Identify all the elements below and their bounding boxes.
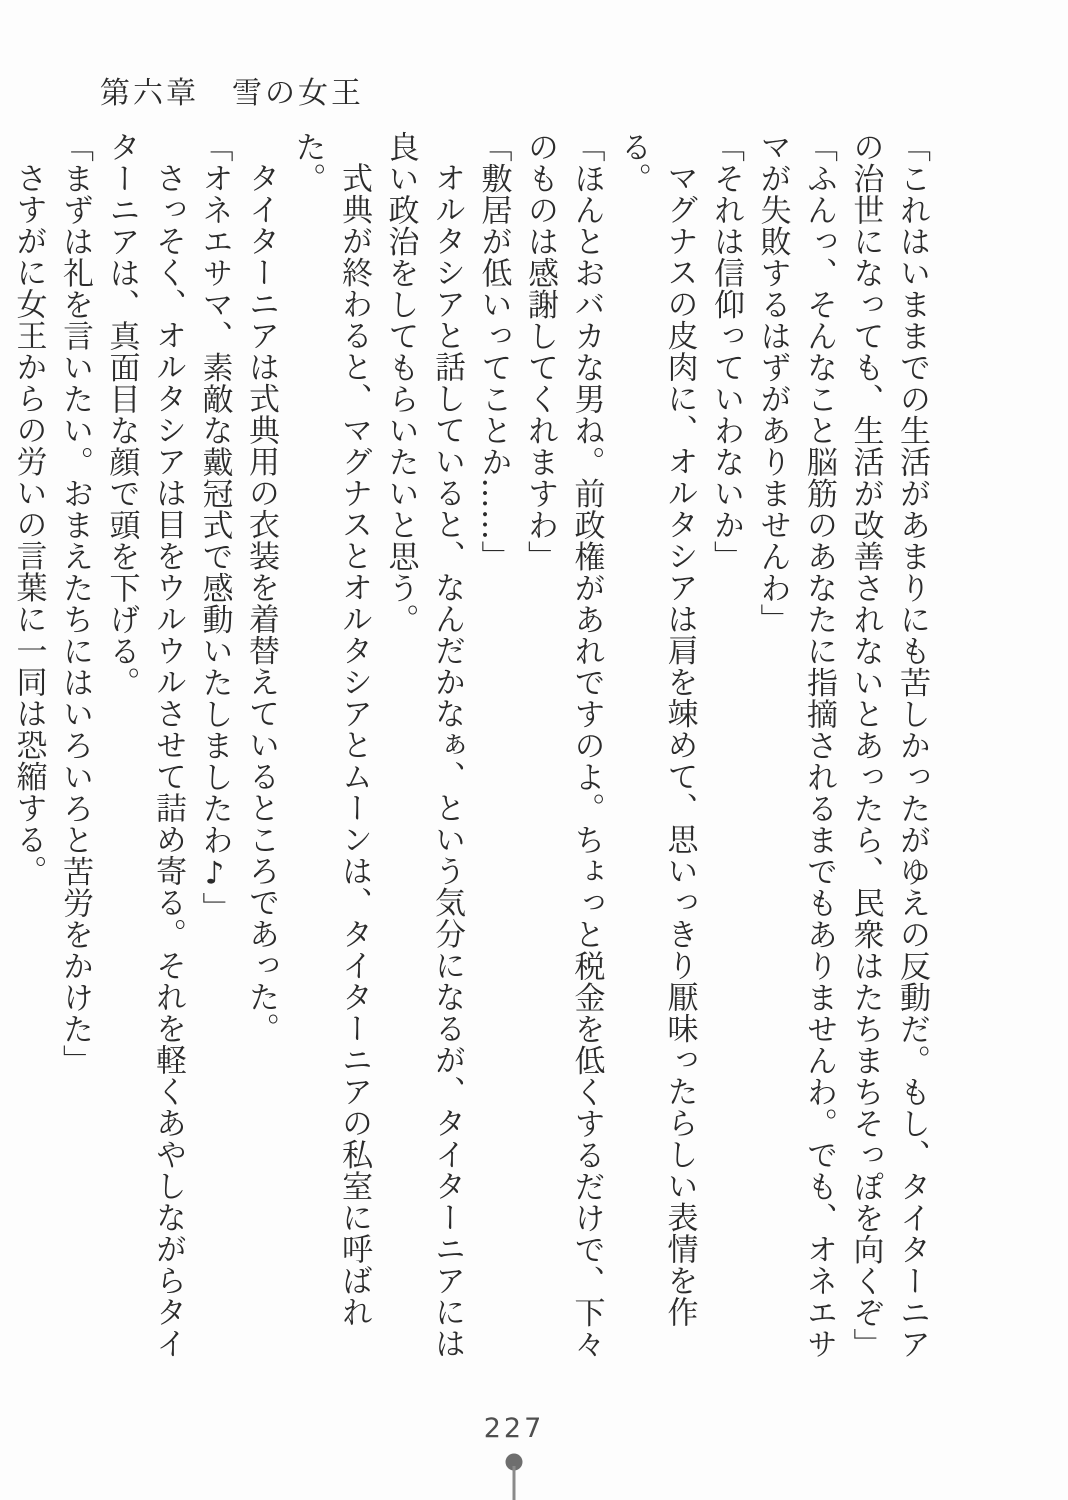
body-text <box>5 131 935 1376</box>
paragraph: 「ほんとおバカな男ね。前政権があれですのよ。ちょっと税金を低くするだけで、下々のものは感謝してくれますわ」 <box>522 131 605 1360</box>
page-ornament-stem <box>513 1466 516 1500</box>
paragraph: 「敷居が低いってことか……」 <box>475 131 512 572</box>
paragraph: 「それは信仰っていわないか」 <box>708 131 744 572</box>
paragraph: 「まずは礼を言いたい。おまえたちにはいろいろと苦労をかけた」 <box>57 131 93 1076</box>
paragraph: 「ふんっ、そんなこと脳筋のあなたに指摘されるまでもありませんわ。でも、オネエサマが失敗するはずがありませんわ」 <box>754 131 837 1360</box>
paragraph: さっそく、オルタシアは目をウルウルさせて詰め寄る。それを軽くあやしながらタイターニアは、真面目な顔で頭を下げる。 <box>103 131 186 1359</box>
paragraph: マグナスの皮肉に、オルタシアは肩を竦めて、思いっきり厭味ったらしい表情を作る。 <box>615 131 698 1328</box>
paragraph: 「オネエサマ、素敵な戴冠式で感動いたしましたわ♪」 <box>196 131 233 924</box>
page-number: 227 <box>483 1413 545 1444</box>
paragraph: タイターニアは式典用の衣装を着替えているところであった。 <box>243 162 279 1044</box>
paragraph: 式典が終わると、マグナスとオルタシアとムーンは、タイターニアの私室に呼ばれた。 <box>289 131 372 1328</box>
paragraph: さすがに女王からの労いの言葉に一同は恐縮する。 <box>10 162 47 887</box>
chapter-header: 第六章 雪の女王 <box>100 76 364 111</box>
paragraph: オルタシアと話していると、なんだかなぁ、という気分になるが、タイターニアには良い政治をしてもらいたいと思う。 <box>382 131 465 1359</box>
paragraph: 「これはいままでの生活があまりにも苦しかったがゆえの反動だ。もし、タイターニアの治世になっても、生活が改善されないとあったら、民衆はたちまちそっぽを向くぞ」 <box>847 131 930 1360</box>
